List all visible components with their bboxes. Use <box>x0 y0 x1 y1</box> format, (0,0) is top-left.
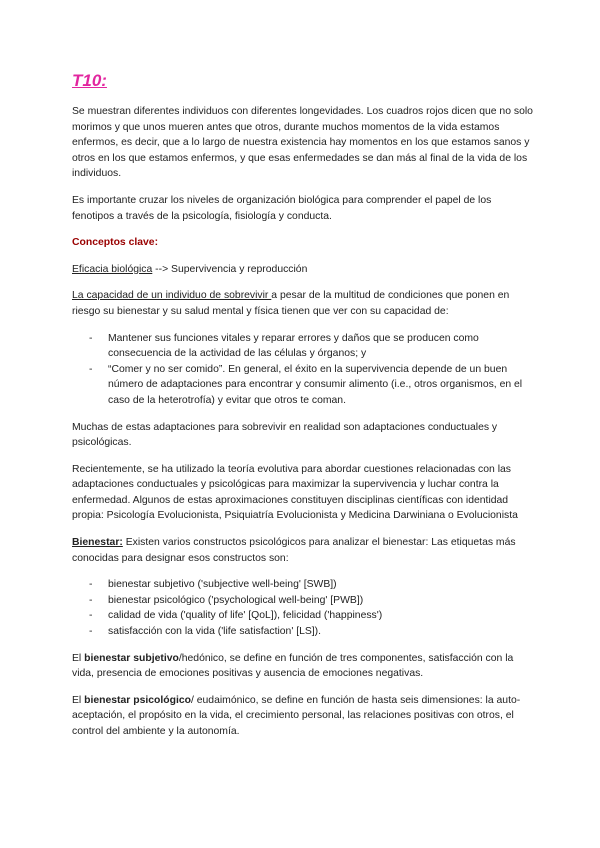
subjetivo-text: /hedónico, se define en función de tres componentes, satisfacción con la vida, presencia de emociones positivas y ausencia de emociones negativas. <box>72 652 514 680</box>
eficacia-term: Eficacia biológica <box>72 263 153 275</box>
subjetivo-term: bienestar subjetivo <box>84 652 179 664</box>
list-item <box>72 577 534 593</box>
list-item <box>72 362 534 409</box>
list-item-text: calidad de vida ('quality of life' [QoL]), felicidad ('happiness') <box>108 610 383 622</box>
dash-bullet: - <box>89 610 93 622</box>
eficacia-paragraph <box>72 262 534 278</box>
list-item-text: Mantener sus funciones vitales y reparar errores y daños que se producen como consecuencia de la actividad de las células y órganos; y <box>108 332 479 360</box>
list-item-text: bienestar subjetivo ('subjective well-being' [SWB]) <box>108 579 337 591</box>
list-item <box>72 331 534 362</box>
psicologico-text: / eudaimónico, se define en función de hasta seis dimensiones: la auto-aceptación, el propósito en la vida, el crecimiento personal, las relaciones positivas con otros, el control del ambiente y la autonomía. <box>72 694 521 737</box>
page-title: T10: <box>72 71 107 90</box>
section-heading: Conceptos clave: <box>72 237 159 249</box>
dash-bullet: - <box>89 594 93 606</box>
recientemente-paragraph: Recientemente, se ha utilizado la teoría evolutiva para abordar cuestiones relacionadas con las adaptaciones conductuales y psicológicas para maximizar la supervivencia y luchar contra la enfermedad. Algunos de estas aproximaciones constituyen disciplinas científicas con identidad propia: Psicología Evolucionista, Psiquiatría Evolucionista y Medicina Darwiniana o Evolucionista <box>72 463 518 522</box>
intro-paragraph-2: Es importante cruzar los niveles de organización biológica para comprender el papel de los fenotipos a través de la psicología, fisiología y conducta. <box>72 194 492 222</box>
eficacia-text: --> Supervivencia y reproducción <box>152 263 308 275</box>
capacidad-term: La capacidad de un individuo de sobrevivir <box>72 290 272 302</box>
bienestar-paragraph <box>72 535 534 566</box>
list-item <box>72 624 534 640</box>
list-item-text: bienestar psicológico ('psychological well-being' [PWB]) <box>108 594 364 606</box>
dash-bullet: - <box>89 363 93 375</box>
psicologico-pre: El <box>72 694 85 706</box>
capacidad-list <box>72 331 534 409</box>
list-item <box>72 608 534 624</box>
dash-bullet: - <box>89 579 93 591</box>
psicologico-term: bienestar psicológico <box>84 694 191 706</box>
list-item <box>72 593 534 609</box>
list-item-text: “Comer y no ser comido”. En general, el éxito en la supervivencia depende de un buen número de adaptaciones para encontrar y consumir alimento (i.e., otros organismos, en el caso de la heterotrofía) y evitar que otros te coman. <box>108 363 523 406</box>
dash-bullet: - <box>89 626 93 638</box>
capacidad-paragraph <box>72 288 534 319</box>
bienestar-list <box>72 577 534 639</box>
capacidad-text: a pesar de la multitud de condiciones que ponen en riesgo su bienestar y su salud mental y física tienen que ver con su capacidad de: <box>72 290 510 317</box>
list-item-text: satisfacción con la vida ('life satisfaction' [LS]). <box>108 626 322 638</box>
intro-paragraph-1: Se muestran diferentes individuos con diferentes longevidades. Los cuadros rojos dicen que no solo morimos y que unos mueren antes que otros, durante muchos momentos de la vida estamos enfermos, es decir, que a lo largo de nuestra existencia hay momentos en los que estamos sanos y otros en los que estamos enfermos, y que esas enfermedades se dan más al final de la vida de los individuos. <box>72 106 533 180</box>
dash-bullet: - <box>89 332 93 344</box>
adaptaciones-paragraph: Muchas de estas adaptaciones para sobrevivir en realidad son adaptaciones conductuales y psicológicas. <box>72 421 498 449</box>
document-content <box>72 70 534 751</box>
subjetivo-pre: El <box>72 652 85 664</box>
bienestar-term: Bienestar: <box>72 537 123 549</box>
psicologico-paragraph <box>72 693 534 740</box>
bienestar-text: Existen varios constructos psicológicos para analizar el bienestar: Las etiquetas más conocidas para designar esos constructos son: <box>72 537 516 564</box>
subjetivo-paragraph <box>72 651 534 682</box>
